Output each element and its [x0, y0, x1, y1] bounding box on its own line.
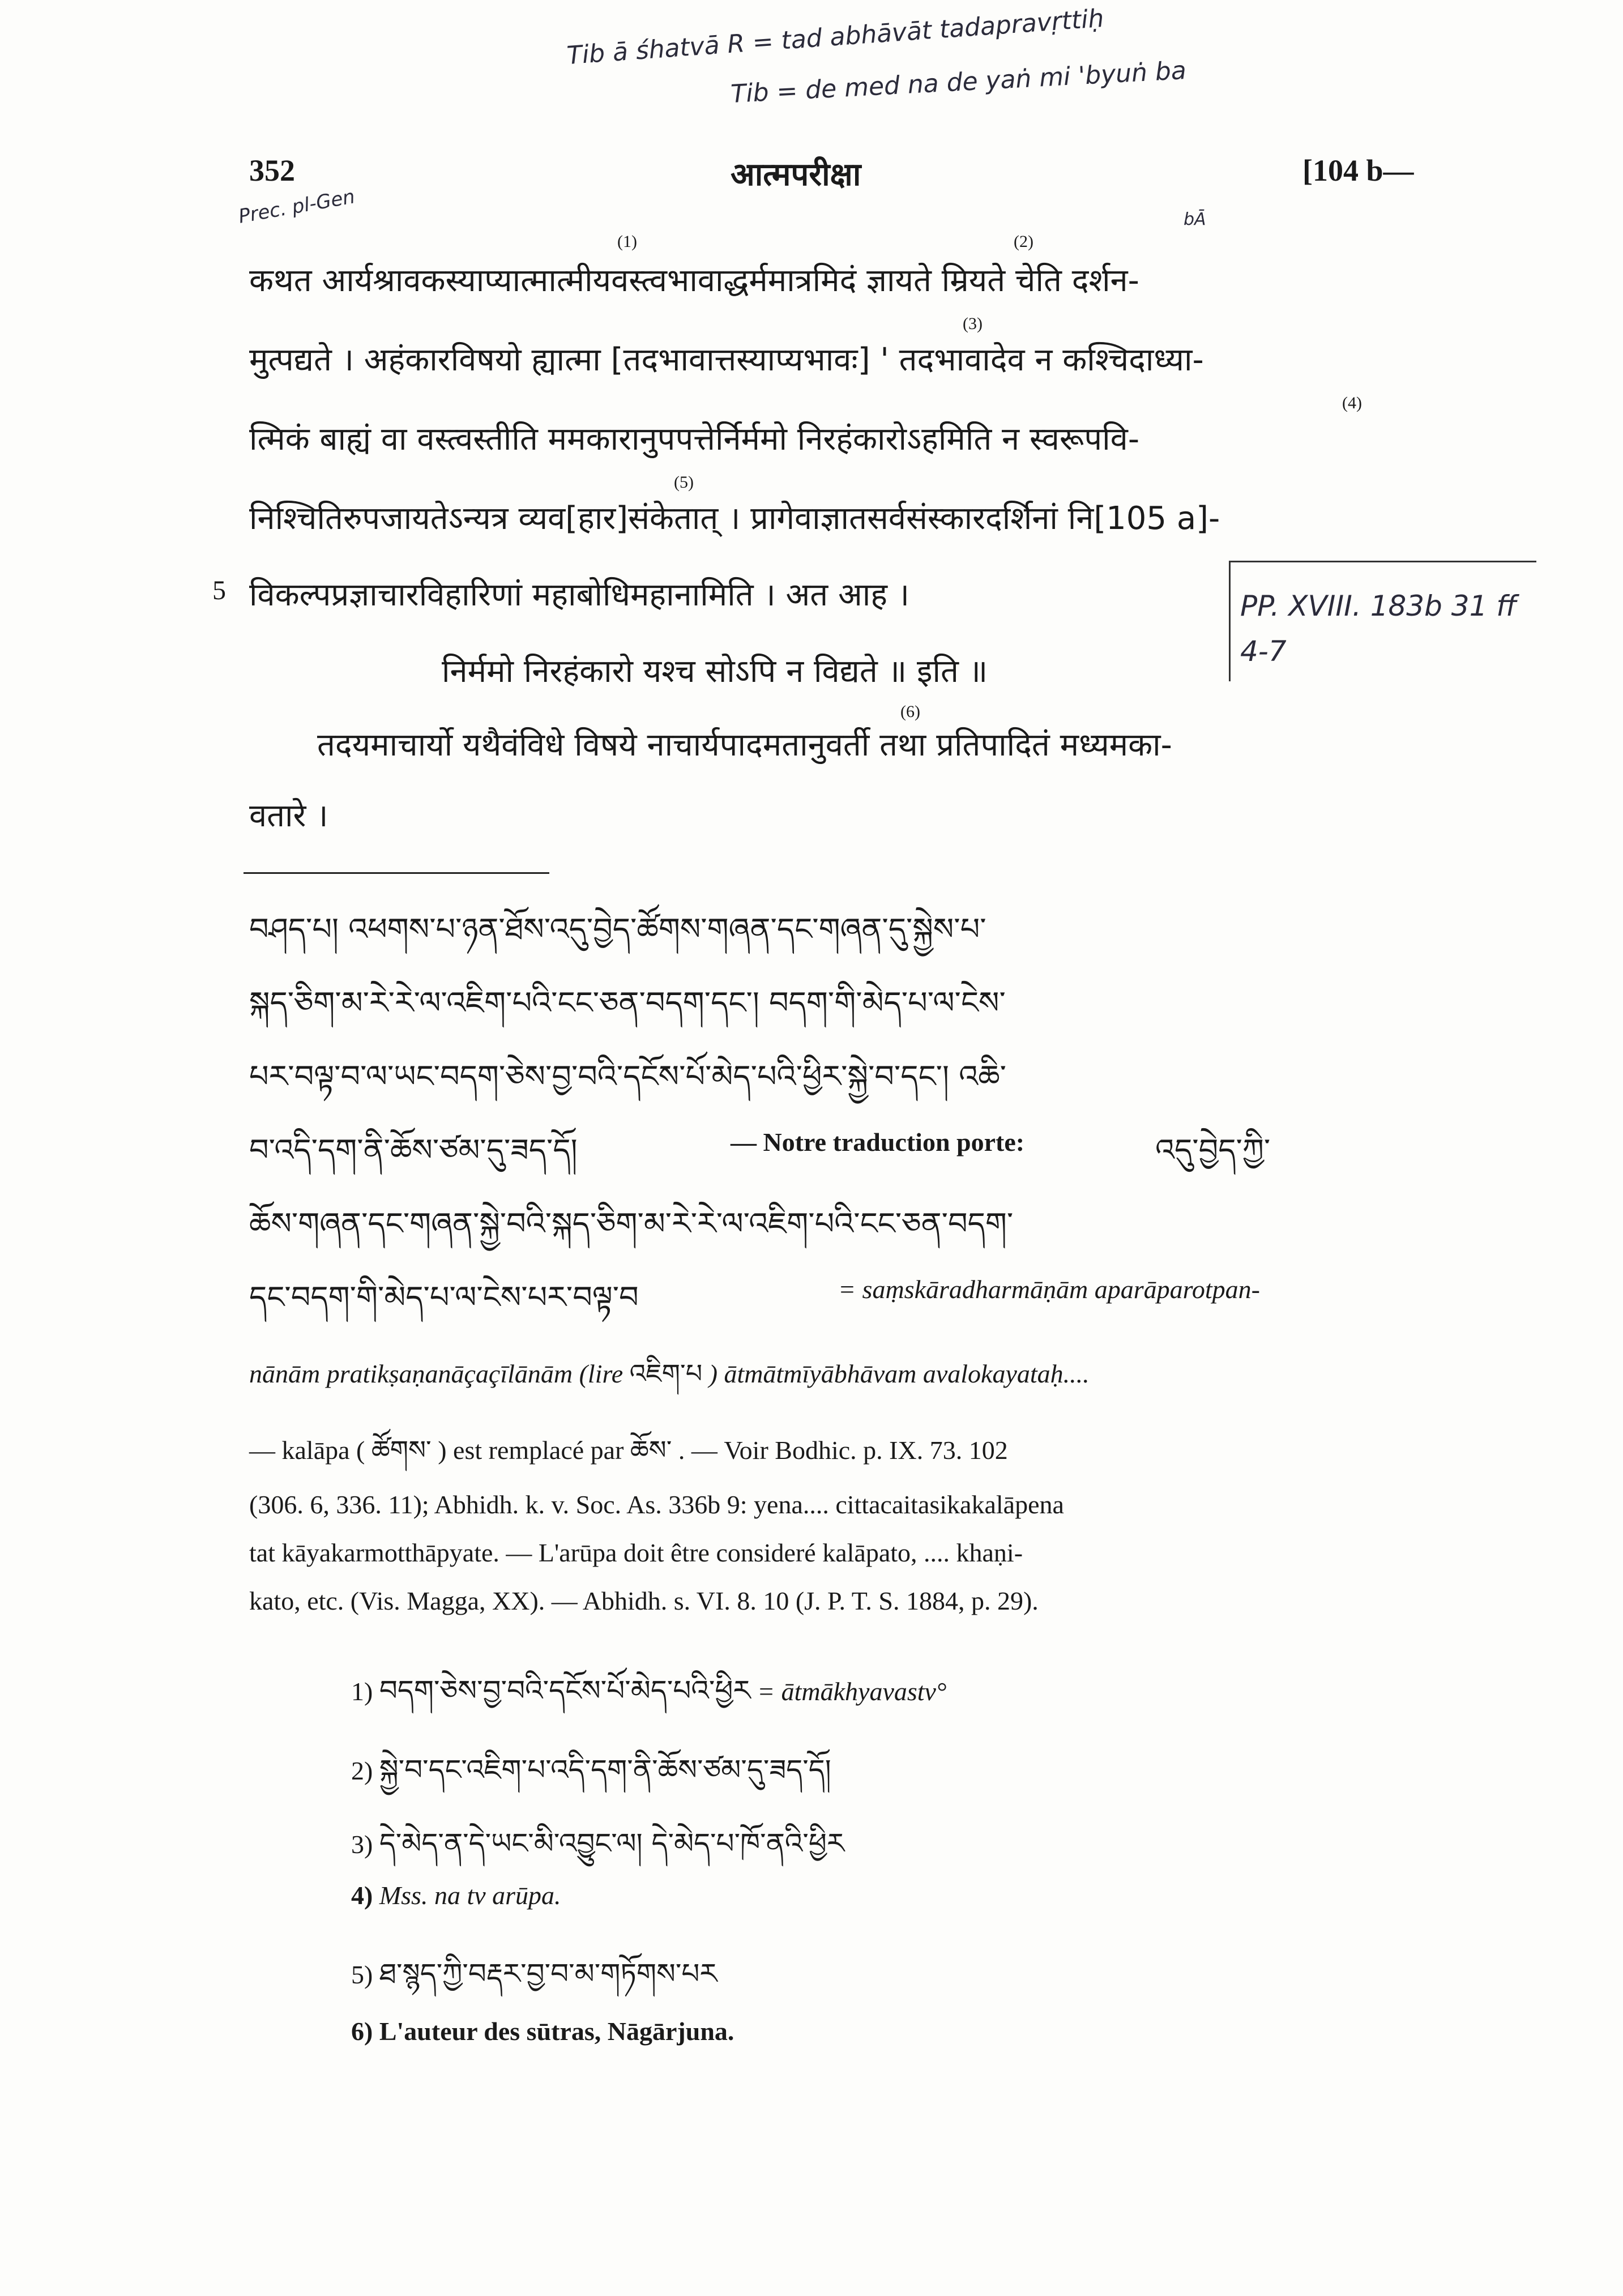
footnote-4-num: 4): [351, 1881, 373, 1910]
running-title: आत्मपरीक्षा: [731, 156, 861, 193]
handwritten-note-top-2: Tib = de med na de yaṅ mi 'byuṅ ba: [730, 56, 1187, 109]
translation-line-2: དང་བདག་གི་མེད་པ་ལ་ངེས་པར་བལྟ་བ: [249, 1279, 639, 1315]
note-line-2-c: . — Voir Bodhic. p. IX. 73. 102: [678, 1436, 1008, 1465]
footnote-mark-6: (6): [900, 702, 920, 721]
page-number: 352: [249, 153, 295, 187]
note-line-1-b: ) ātmātmīyābhāvam avalokayataḥ....: [708, 1359, 1090, 1388]
sanskrit-verse: निर्ममो निरहंकारो यश्च सोऽपि न विद्यते ॥ इति ॥: [442, 653, 988, 690]
note-line-1: [249, 1345, 1090, 1418]
handwritten-note-top-1: Tib ā śhatvā R = tad abhāvāt tadapravṛttiḥ: [566, 3, 1105, 71]
footnote-6: [351, 2016, 734, 2046]
footnote-5-num: 5): [351, 1960, 373, 1989]
folio-marker: [104 b—: [1302, 153, 1414, 187]
footnote-mark-5: (5): [674, 473, 694, 492]
translation-line-1: ཆོས་གཞན་དང་གཞན་སྐྱེ་བའི་སྐད་ཅིག་མ་རེ་རེ་ལ་འཇིག་པའི་ངང་ཅན་བདག་: [249, 1206, 1014, 1241]
footnote-2-num: 2): [351, 1756, 373, 1785]
footnote-3: [351, 1812, 844, 1892]
footnote-1: [351, 1659, 946, 1739]
footnote-6-num: 6): [351, 2017, 373, 2046]
tibetan-line-4: བ་འདི་དག་ནི་ཆོས་ཙམ་དུ་ཟད་དོ།: [249, 1132, 578, 1168]
footnote-1-num: 1): [351, 1677, 373, 1706]
note-line-5: kato, etc. (Vis. Magga, XX). — Abhidh. s. VI. 8. 10 (J. P. T. S. 1884, p. 29).: [249, 1586, 1039, 1615]
translation-tibetan-start: འདུ་བྱེད་ཀྱི་: [1155, 1132, 1271, 1168]
footnote-mark-2: (2): [1014, 232, 1033, 251]
footnote-mark-4: (4): [1342, 394, 1362, 412]
tibetan-line-2: སྐད་ཅིག་མ་རེ་རེ་ལ་འཇིག་པའི་ངང་ཅན་བདག་དང་། བདག་གི་མེད་པ་ལ་ངེས་: [249, 985, 1006, 1021]
note-line-1-a: nānām pratikṣaṇanāçaçīlānām (lire: [249, 1359, 623, 1388]
sanskrit-line-7: तदयमाचार्यो यथैवंविधे विषये नाचार्यपादमतानुवर्ती तथा प्रतिपादितं मध्यमका-: [317, 727, 1172, 763]
footnote-mark-1: (1): [617, 232, 637, 251]
footnote-1-text: = ātmākhyavastv°: [757, 1677, 947, 1706]
sanskrit-line-4: निश्चितिरुपजायतेऽन्यत्र व्यव[हार]संकेतात् । प्रागेवाज्ञातसर्वसंस्कारदर्शिनां नि[105 a]-: [249, 500, 1220, 537]
note-line-1-tib: འཇིག་པ: [629, 1358, 703, 1389]
note-line-2-tib: ཚོགས་: [371, 1435, 432, 1465]
note-line-2: [249, 1422, 1008, 1495]
handwritten-small-mark: bĀ: [1184, 210, 1206, 229]
tibetan-line-1: བཤད་པ། འཕགས་པ་ཉན་ཐོས་འདུ་བྱེད་ཚོགས་གཞན་དང་གཞན་དུ་སྐྱེས་པ་: [249, 911, 986, 947]
separator-rule: [244, 872, 549, 874]
tibetan-line-3: པར་བལྟ་བ་ལ་ཡང་བདག་ཅེས་བྱ་བའི་དངོས་པོ་མེད་པའི་ཕྱིར་སྐྱེ་བ་དང་། འཆི་: [249, 1059, 1006, 1094]
sanskrit-line-8: वतारे ।: [249, 797, 328, 834]
note-line-3: (306. 6, 336. 11); Abhidh. k. v. Soc. As. 336b 9: yena.... cittacaitasikakalāpena: [249, 1490, 1064, 1519]
note-line-2-a: — kalāpa (: [249, 1436, 365, 1465]
footnote-2: [351, 1739, 831, 1818]
sanskrit-line-5: विकल्पप्रज्ञाचारविहारिणां महाबोधिमहानामिति । अत आह ।: [249, 577, 909, 613]
note-line-4: tat kāyakarmotthāpyate. — L'arūpa doit être consideré kalāpato, .... khaṇi-: [249, 1538, 1023, 1567]
handwritten-note-margin-left: Prec. pl-Gen: [237, 185, 357, 228]
note-line-2-b: ) est remplacé par: [438, 1436, 624, 1465]
handwritten-note-margin-right: PP. XVIII. 183b 31 ff 4-7: [1240, 590, 1517, 668]
note-line-2-tib2: ཆོས་: [630, 1435, 672, 1465]
translation-equivalent: = saṃskāradharmāṇām aparāparotpan-: [838, 1275, 1260, 1304]
footnote-1-tib: བདག་ཅེས་བྱ་བའི་དངོས་པོ་མེད་པའི་ཕྱིར: [379, 1674, 751, 1707]
footnote-4: [351, 1880, 561, 1910]
footnote-3-tib: དེ་མེད་ན་དེ་ཡང་མི་འབྱུང་ལ། དེ་མེད་པ་ཁོ་ནའི་ཕྱིར: [379, 1827, 845, 1860]
footnote-2-tib: སྐྱེ་བ་དང་འཇིག་པ་འདི་དག་ནི་ཆོས་ཙམ་དུ་ཟད་དོ།: [379, 1753, 831, 1786]
sanskrit-line-1: कथत आर्यश्रावकस्याप्यात्मात्मीयवस्त्वभावाद्धर्ममात्रमिदं ज्ञायते म्रियते चेति दर्शन-: [249, 262, 1139, 299]
footnote-5-tib: ཐ་སྙད་ཀྱི་བརྡར་བྱ་བ་མ་གཏོགས་པར: [379, 1957, 717, 1990]
sanskrit-line-2: मुत्पद्यते । अहंकारविषयो ह्यात्मा [तदभावात्तस्याप्यभावः] ' तदभावादेव न कश्चिदाध्या-: [249, 342, 1204, 378]
footnote-mark-3: (3): [963, 314, 983, 333]
line-number: 5: [212, 575, 226, 605]
footnote-3-num: 3): [351, 1830, 373, 1859]
translation-label: — Notre traduction porte:: [731, 1128, 1025, 1156]
footnote-5: [351, 1943, 717, 2022]
footnote-6-text: L'auteur des sūtras, Nāgārjuna.: [379, 2017, 734, 2046]
footnote-4-text: Mss. na tv arūpa.: [379, 1881, 561, 1910]
sanskrit-line-3: त्मिकं बाह्यं वा वस्त्वस्तीति ममकारानुपपत्तेर्निर्ममो निरहंकारोऽहमिति न स्वरूपवि-: [249, 421, 1140, 458]
